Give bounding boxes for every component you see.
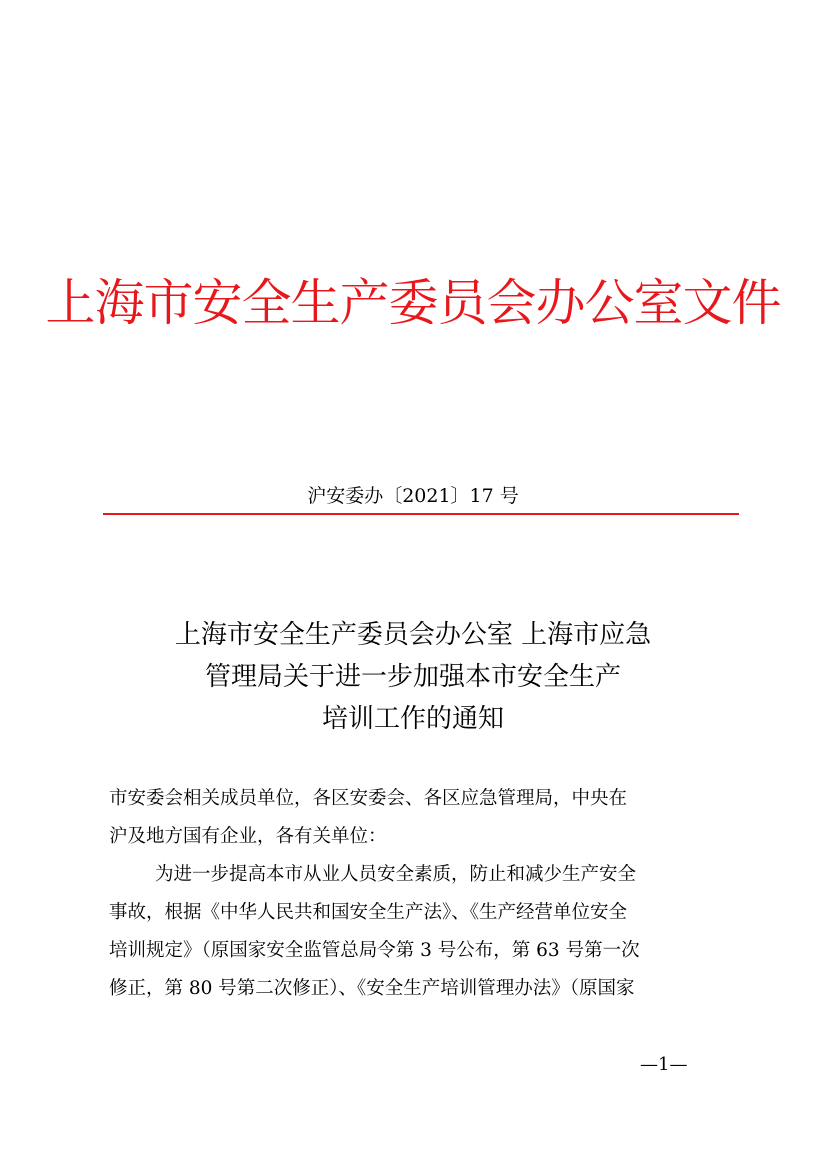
body-text (109, 780, 729, 1008)
body-line-addressee-2: 沪及地方国有企业，各有关单位： (109, 826, 387, 847)
red-divider-line (103, 513, 739, 515)
notice-title-line-1: 上海市安全生产委员会办公室 上海市应急 (174, 620, 652, 650)
body-line-paragraph-1: 为进一步提高本市从业人员安全素质，防止和减少生产安全 (155, 864, 637, 885)
document-number: 沪安委办〔2021〕17 号 (307, 485, 519, 507)
notice-title-line-2: 管理局关于进一步加强本市安全生产 (204, 662, 621, 692)
body-line-paragraph-3: 培训规定》（原国家安全监管总局令第 3 号公布，第 63 号第一次 (109, 940, 640, 961)
document-header-title: 上海市安全生产委员会办公室文件 (45, 274, 781, 332)
body-line-addressee-1: 市安委会相关成员单位，各区安委会、各区应急管理局，中央在 (109, 788, 628, 809)
page-number: —1— (640, 1054, 688, 1075)
body-line-paragraph-4: 修正，第 80 号第二次修正）、《安全生产培训管理办法》（原国家 (109, 978, 635, 999)
notice-title-line-3: 培训工作的通知 (321, 704, 504, 734)
notice-title (60, 614, 766, 740)
body-line-paragraph-2: 事故，根据《中华人民共和国安全生产法》、《生产经营单位安全 (109, 902, 628, 923)
